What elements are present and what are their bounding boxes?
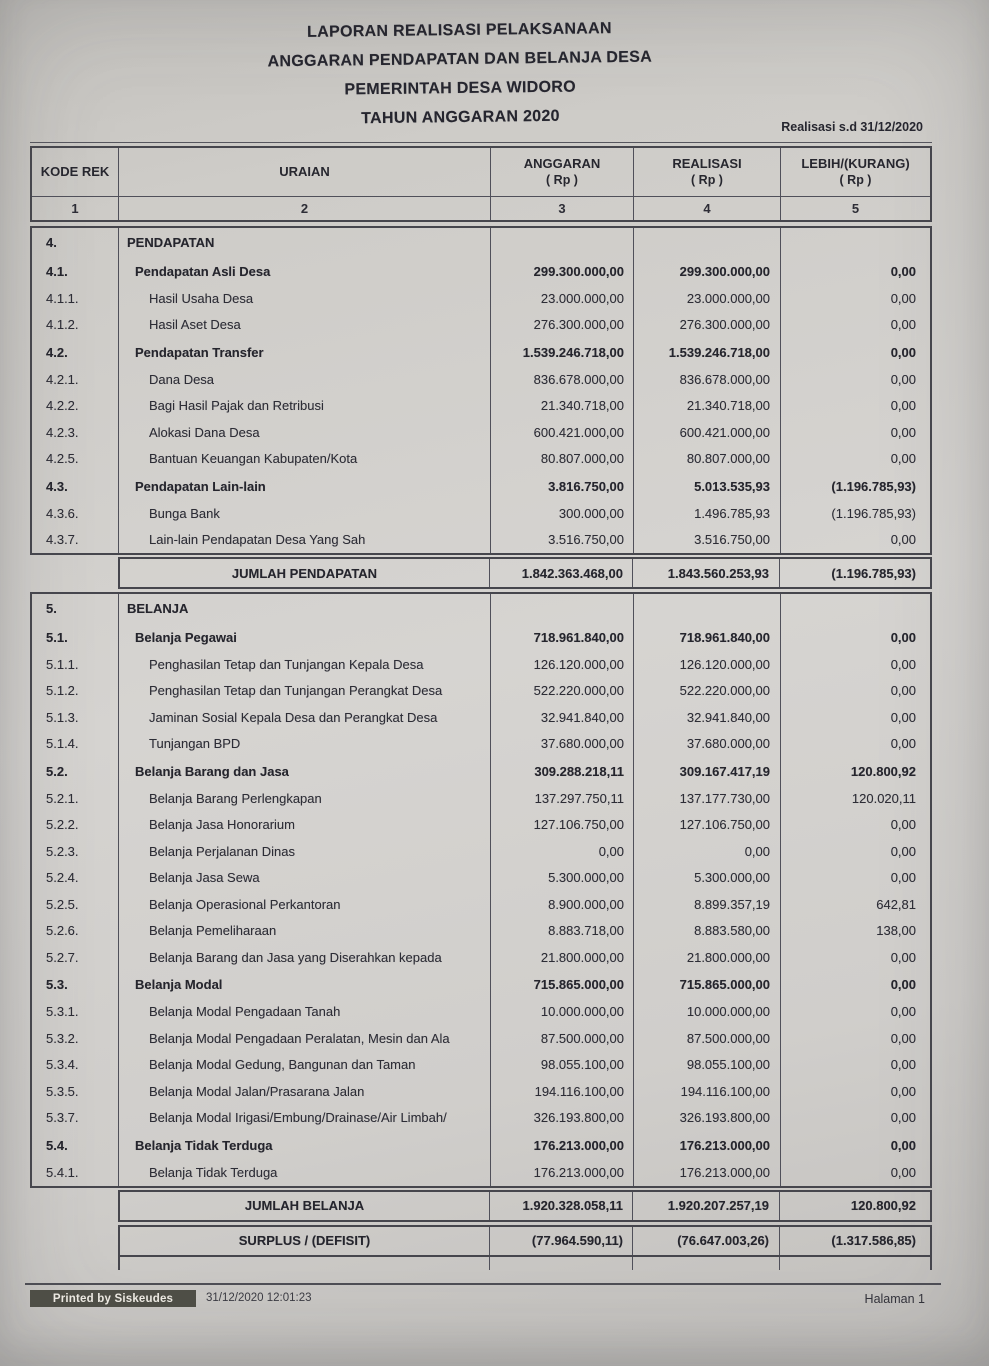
- cell-realisasi: 87.500.000,00: [634, 1025, 781, 1052]
- cell-uraian: Belanja Modal Gedung, Bangunan dan Taman: [119, 1052, 491, 1079]
- cell-lebih-kurang: 0,00: [890, 1030, 916, 1046]
- column-header-lebih-kurang: LEBIH/(KURANG) ( Rp ): [801, 156, 910, 187]
- cell-uraian: Belanja Modal Jalan/Prasarana Jalan: [119, 1078, 491, 1105]
- cell-realisasi: 176.213.000,00: [634, 1131, 781, 1159]
- cell-anggaran: 326.193.800,00: [491, 1105, 634, 1132]
- cell-realisasi: 836.678.000,00: [634, 366, 781, 393]
- cell-realisasi: 10.000.000,00: [634, 999, 781, 1026]
- cell-realisasi: 8.883.580,00: [634, 918, 781, 945]
- cell-uraian: Bagi Hasil Pajak dan Retribusi: [119, 393, 491, 420]
- cell-uraian: Belanja Jasa Sewa: [119, 865, 491, 892]
- column-header-uraian: URAIAN: [119, 148, 491, 196]
- cell-realisasi: 8.899.357,19: [634, 891, 781, 918]
- cell-uraian: Belanja Modal Irigasi/Embung/Drainase/Air Limbah/: [119, 1105, 491, 1132]
- summary-realisasi: (76.647.003,26): [633, 1227, 780, 1255]
- table-row: [32, 785, 930, 812]
- table-row: [32, 285, 930, 312]
- cell-anggaran: 8.883.718,00: [491, 918, 634, 945]
- cell-kode-rek: 5.3.4.: [32, 1052, 119, 1079]
- page-number: Halaman 1: [864, 1292, 925, 1306]
- cell-anggaran: 37.680.000,00: [491, 731, 634, 758]
- cell-anggaran: 600.421.000,00: [491, 419, 634, 446]
- cell-anggaran: 8.900.000,00: [491, 891, 634, 918]
- cell-anggaran: 98.055.100,00: [491, 1052, 634, 1079]
- cell-kode-rek: 4.1.: [32, 257, 119, 285]
- table-row: [32, 1131, 930, 1159]
- summary-realisasi: 1.843.560.253,93: [633, 559, 780, 587]
- cell-kode-rek: 5.2.1.: [32, 785, 119, 812]
- cell-realisasi: 600.421.000,00: [634, 419, 781, 446]
- cell-anggaran: 21.340.718,00: [491, 393, 634, 420]
- surplus-defisit-row: [118, 1225, 932, 1257]
- cell-uraian: Belanja Operasional Perkantoran: [119, 891, 491, 918]
- table-row: [32, 472, 930, 500]
- cell-anggaran: 0,00: [491, 838, 634, 865]
- cell-realisasi: 326.193.800,00: [634, 1105, 781, 1132]
- cell-lebih-kurang: 0,00: [890, 817, 916, 833]
- cell-uraian: Alokasi Dana Desa: [119, 419, 491, 446]
- cell-uraian: Bantuan Keuangan Kabupaten/Kota: [119, 446, 491, 473]
- summary-label: SURPLUS / (DEFISIT): [120, 1227, 490, 1255]
- belanja-section: [30, 592, 932, 1188]
- cell-kode-rek: 5.1.4.: [32, 731, 119, 758]
- cell-lebih-kurang: 0,00: [890, 736, 916, 752]
- cell-kode-rek: 4.1.2.: [32, 312, 119, 339]
- report-title-line: ANGGARAN PENDAPATAN DAN BELANJA DESA: [267, 48, 653, 71]
- cell-lebih-kurang: [781, 228, 930, 257]
- cell-kode-rek: 4.3.6.: [32, 500, 119, 527]
- cell-kode-rek: 5.3.: [32, 971, 119, 999]
- budget-table: [30, 146, 932, 1270]
- cell-anggaran: 10.000.000,00: [491, 999, 634, 1026]
- cell-kode-rek: 5.1.3.: [32, 704, 119, 731]
- table-row: [32, 757, 930, 785]
- cell-lebih-kurang: 0,00: [890, 1164, 916, 1180]
- table-row: [32, 1025, 930, 1052]
- cell-kode-rek: 5.1.1.: [32, 651, 119, 678]
- table-row: [32, 366, 930, 393]
- cell-uraian: Belanja Modal Pengadaan Peralatan, Mesin dan Ala: [119, 1025, 491, 1052]
- report-title-line: TAHUN ANGGARAN 2020: [361, 107, 560, 128]
- cell-realisasi: 32.941.840,00: [634, 704, 781, 731]
- table-row: [32, 731, 930, 758]
- cell-lebih-kurang: 0,00: [890, 424, 916, 440]
- cell-kode-rek: 5.3.5.: [32, 1078, 119, 1105]
- cell-uraian: Belanja Modal Pengadaan Tanah: [119, 999, 491, 1026]
- table-row: [32, 944, 930, 971]
- table-row: [32, 594, 930, 623]
- table-row: [32, 312, 930, 339]
- column-header-anggaran: ANGGARAN ( Rp ): [491, 148, 634, 196]
- table-row: [32, 1105, 930, 1132]
- cell-realisasi: 276.300.000,00: [634, 312, 781, 339]
- cell-anggaran: 127.106.750,00: [491, 812, 634, 839]
- cell-lebih-kurang: [781, 594, 930, 623]
- cell-anggaran: 3.516.750,00: [491, 527, 634, 554]
- cell-uraian: Belanja Pemeliharaan: [119, 918, 491, 945]
- cell-realisasi: 5.013.535,93: [634, 472, 781, 500]
- cell-anggaran: 194.116.100,00: [491, 1078, 634, 1105]
- cell-anggaran: 309.288.218,11: [491, 757, 634, 785]
- cell-kode-rek: 4.2.5.: [32, 446, 119, 473]
- table-row: [32, 623, 930, 651]
- cell-lebih-kurang: 0,00: [890, 977, 916, 992]
- cell-kode-rek: 5.2.5.: [32, 891, 119, 918]
- cell-realisasi: 5.300.000,00: [634, 865, 781, 892]
- cell-realisasi: 309.167.417,19: [634, 757, 781, 785]
- cell-anggaran: 5.300.000,00: [491, 865, 634, 892]
- cell-lebih-kurang: 0,00: [890, 870, 916, 886]
- cell-lebih-kurang: 0,00: [890, 532, 916, 548]
- cell-kode-rek: 4.1.1.: [32, 285, 119, 312]
- cell-uraian: Belanja Tidak Terduga: [119, 1159, 491, 1186]
- jumlah-belanja-row: [118, 1190, 932, 1222]
- cell-uraian: Belanja Modal: [119, 971, 491, 999]
- table-row: [32, 678, 930, 705]
- print-timestamp: 31/12/2020 12:01:23: [206, 1292, 312, 1304]
- cell-uraian: BELANJA: [119, 594, 491, 623]
- cell-uraian: Jaminan Sosial Kepala Desa dan Perangkat Desa: [119, 704, 491, 731]
- table-row: [32, 257, 930, 285]
- table-row: [32, 651, 930, 678]
- table-row: [32, 838, 930, 865]
- cell-uraian: Tunjangan BPD: [119, 731, 491, 758]
- cell-uraian: Belanja Perjalanan Dinas: [119, 838, 491, 865]
- cell-realisasi: 21.800.000,00: [634, 944, 781, 971]
- cell-realisasi: 718.961.840,00: [634, 623, 781, 651]
- report-title-block: [0, 10, 921, 137]
- table-row: [32, 891, 930, 918]
- cell-realisasi: 137.177.730,00: [634, 785, 781, 812]
- column-header-kode-rek: KODE REK: [32, 148, 119, 196]
- cell-kode-rek: 5.3.2.: [32, 1025, 119, 1052]
- realisasi-period-note: Realisasi s.d 31/12/2020: [781, 120, 923, 134]
- column-number: 1: [32, 197, 119, 220]
- table-row: [32, 419, 930, 446]
- cell-realisasi: 0,00: [634, 838, 781, 865]
- cell-uraian: PENDAPATAN: [119, 228, 491, 257]
- cell-anggaran: 21.800.000,00: [491, 944, 634, 971]
- cell-realisasi: 126.120.000,00: [634, 651, 781, 678]
- cell-uraian: Belanja Barang Perlengkapan: [119, 785, 491, 812]
- cell-kode-rek: 4.2.2.: [32, 393, 119, 420]
- cell-kode-rek: 5.4.1.: [32, 1159, 119, 1186]
- cell-kode-rek: 5.2.: [32, 757, 119, 785]
- cell-realisasi: 1.496.785,93: [634, 500, 781, 527]
- table-row: [32, 865, 930, 892]
- table-row: [32, 1159, 930, 1186]
- cell-anggaran: 23.000.000,00: [491, 285, 634, 312]
- cell-anggaran: 176.213.000,00: [491, 1159, 634, 1186]
- cell-realisasi: 37.680.000,00: [634, 731, 781, 758]
- column-number-row: [32, 197, 930, 220]
- cell-lebih-kurang: 0,00: [890, 709, 916, 725]
- cell-uraian: Belanja Pegawai: [119, 623, 491, 651]
- cell-realisasi: 21.340.718,00: [634, 393, 781, 420]
- cell-lebih-kurang: 0,00: [890, 629, 916, 645]
- report-title-line: PEMERINTAH DESA WIDORO: [344, 78, 577, 99]
- cell-lebih-kurang: 0,00: [890, 398, 916, 414]
- cell-anggaran: [491, 594, 634, 623]
- report-title-line: LAPORAN REALISASI PELAKSANAAN: [307, 20, 612, 41]
- cell-realisasi: 23.000.000,00: [634, 285, 781, 312]
- table-row: [32, 999, 930, 1026]
- table-row: [32, 446, 930, 473]
- cell-realisasi: 194.116.100,00: [634, 1078, 781, 1105]
- cell-lebih-kurang: 138,00: [876, 923, 916, 939]
- cell-realisasi: 98.055.100,00: [634, 1052, 781, 1079]
- footer-divider: [25, 1283, 941, 1285]
- summary-anggaran: 1.842.363.468,00: [490, 559, 633, 587]
- cell-uraian: Belanja Barang dan Jasa yang Diserahkan kepada: [119, 944, 491, 971]
- table-row: [32, 228, 930, 257]
- cell-lebih-kurang: 0,00: [890, 1083, 916, 1099]
- cell-uraian: Belanja Jasa Honorarium: [119, 812, 491, 839]
- jumlah-pendapatan-row: [118, 557, 932, 589]
- summary-lebih-kurang: 120.800,92: [850, 1198, 916, 1213]
- table-row: [32, 527, 930, 554]
- cell-lebih-kurang: 0,00: [890, 290, 916, 306]
- table-row: [32, 1052, 930, 1079]
- cell-kode-rek: 5.2.3.: [32, 838, 119, 865]
- cell-uraian: Pendapatan Transfer: [119, 338, 491, 366]
- cell-lebih-kurang: 0,00: [890, 1057, 916, 1073]
- cell-lebih-kurang: 0,00: [890, 451, 916, 467]
- cell-uraian: Belanja Tidak Terduga: [119, 1131, 491, 1159]
- cell-kode-rek: 4.2.1.: [32, 366, 119, 393]
- cell-lebih-kurang: 120.020,11: [851, 790, 916, 806]
- cell-uraian: Hasil Aset Desa: [119, 312, 491, 339]
- cell-realisasi: 299.300.000,00: [634, 257, 781, 285]
- column-number: 4: [634, 197, 781, 220]
- cell-realisasi: 80.807.000,00: [634, 446, 781, 473]
- cell-lebih-kurang: 0,00: [890, 656, 916, 672]
- table-row: [32, 393, 930, 420]
- cell-uraian: Hasil Usaha Desa: [119, 285, 491, 312]
- table-bottom-stub-lines: [118, 1257, 932, 1270]
- table-header: [30, 146, 932, 222]
- cell-kode-rek: 5.2.4.: [32, 865, 119, 892]
- cell-uraian: Bunga Bank: [119, 500, 491, 527]
- cell-kode-rek: 5.1.: [32, 623, 119, 651]
- cell-anggaran: 836.678.000,00: [491, 366, 634, 393]
- cell-kode-rek: 5.2.2.: [32, 812, 119, 839]
- cell-realisasi: 522.220.000,00: [634, 678, 781, 705]
- cell-realisasi: 715.865.000,00: [634, 971, 781, 999]
- cell-lebih-kurang: 0,00: [890, 843, 916, 859]
- cell-lebih-kurang: 0,00: [890, 1004, 916, 1020]
- cell-anggaran: 80.807.000,00: [491, 446, 634, 473]
- cell-uraian: Pendapatan Lain-lain: [119, 472, 491, 500]
- table-row: [32, 338, 930, 366]
- cell-uraian: Belanja Barang dan Jasa: [119, 757, 491, 785]
- cell-anggaran: 299.300.000,00: [491, 257, 634, 285]
- cell-kode-rek: 5.: [32, 594, 119, 623]
- cell-kode-rek: 5.3.1.: [32, 999, 119, 1026]
- cell-uraian: Dana Desa: [119, 366, 491, 393]
- table-row: [32, 812, 930, 839]
- cell-lebih-kurang: 0,00: [890, 683, 916, 699]
- column-number: 5: [851, 201, 860, 216]
- cell-anggaran: 522.220.000,00: [491, 678, 634, 705]
- summary-lebih-kurang: (1.317.586,85): [831, 1233, 916, 1248]
- column-number: 2: [119, 197, 491, 220]
- cell-kode-rek: 5.3.7.: [32, 1105, 119, 1132]
- table-row: [32, 918, 930, 945]
- table-row: [32, 1078, 930, 1105]
- summary-label: JUMLAH BELANJA: [120, 1192, 490, 1220]
- cell-anggaran: 126.120.000,00: [491, 651, 634, 678]
- cell-anggaran: 3.816.750,00: [491, 472, 634, 500]
- cell-kode-rek: 4.3.: [32, 472, 119, 500]
- cell-kode-rek: 4.3.7.: [32, 527, 119, 554]
- cell-uraian: Penghasilan Tetap dan Tunjangan Perangkat Desa: [119, 678, 491, 705]
- table-row: [32, 971, 930, 999]
- cell-anggaran: 176.213.000,00: [491, 1131, 634, 1159]
- cell-realisasi: 176.213.000,00: [634, 1159, 781, 1186]
- cell-anggaran: 1.539.246.718,00: [491, 338, 634, 366]
- cell-anggaran: 32.941.840,00: [491, 704, 634, 731]
- cell-anggaran: 718.961.840,00: [491, 623, 634, 651]
- summary-lebih-kurang: (1.196.785,93): [831, 565, 916, 581]
- cell-anggaran: [491, 228, 634, 257]
- cell-lebih-kurang: 0,00: [890, 1137, 916, 1153]
- cell-anggaran: 715.865.000,00: [491, 971, 634, 999]
- cell-lebih-kurang: (1.196.785,93): [831, 505, 916, 521]
- cell-lebih-kurang: 642,81: [876, 896, 916, 912]
- cell-kode-rek: 5.2.6.: [32, 918, 119, 945]
- summary-anggaran: (77.964.590,11): [490, 1227, 633, 1255]
- table-row: [32, 500, 930, 527]
- summary-label: JUMLAH PENDAPATAN: [120, 559, 490, 587]
- cell-anggaran: 276.300.000,00: [491, 312, 634, 339]
- cell-lebih-kurang: 120.800,92: [850, 763, 916, 779]
- cell-lebih-kurang: 0,00: [890, 1110, 916, 1126]
- cell-realisasi: [634, 228, 781, 257]
- cell-realisasi: 127.106.750,00: [634, 812, 781, 839]
- cell-anggaran: 87.500.000,00: [491, 1025, 634, 1052]
- cell-lebih-kurang: 0,00: [890, 263, 916, 279]
- cell-uraian: Penghasilan Tetap dan Tunjangan Kepala Desa: [119, 651, 491, 678]
- cell-kode-rek: 4.: [32, 228, 119, 257]
- summary-anggaran: 1.920.328.058,11: [490, 1192, 633, 1220]
- cell-realisasi: 3.516.750,00: [634, 527, 781, 554]
- column-header-realisasi: REALISASI ( Rp ): [634, 148, 781, 196]
- cell-kode-rek: 5.2.7.: [32, 944, 119, 971]
- column-number: 3: [491, 197, 634, 220]
- cell-kode-rek: 4.2.: [32, 338, 119, 366]
- cell-lebih-kurang: 0,00: [890, 317, 916, 333]
- summary-realisasi: 1.920.207.257,19: [633, 1192, 780, 1220]
- cell-uraian: Pendapatan Asli Desa: [119, 257, 491, 285]
- cell-lebih-kurang: (1.196.785,93): [831, 478, 916, 494]
- cell-kode-rek: 4.2.3.: [32, 419, 119, 446]
- cell-lebih-kurang: 0,00: [890, 344, 916, 360]
- cell-kode-rek: 5.1.2.: [32, 678, 119, 705]
- cell-anggaran: 300.000,00: [491, 500, 634, 527]
- cell-realisasi: [634, 594, 781, 623]
- cell-lebih-kurang: 0,00: [890, 371, 916, 387]
- cell-kode-rek: 5.4.: [32, 1131, 119, 1159]
- cell-realisasi: 1.539.246.718,00: [634, 338, 781, 366]
- pendapatan-section: [30, 226, 932, 555]
- cell-uraian: Lain-lain Pendapatan Desa Yang Sah: [119, 527, 491, 554]
- printed-by-badge: Printed by Siskeudes: [30, 1290, 196, 1307]
- table-row: [32, 704, 930, 731]
- cell-anggaran: 137.297.750,11: [491, 785, 634, 812]
- cell-lebih-kurang: 0,00: [890, 949, 916, 965]
